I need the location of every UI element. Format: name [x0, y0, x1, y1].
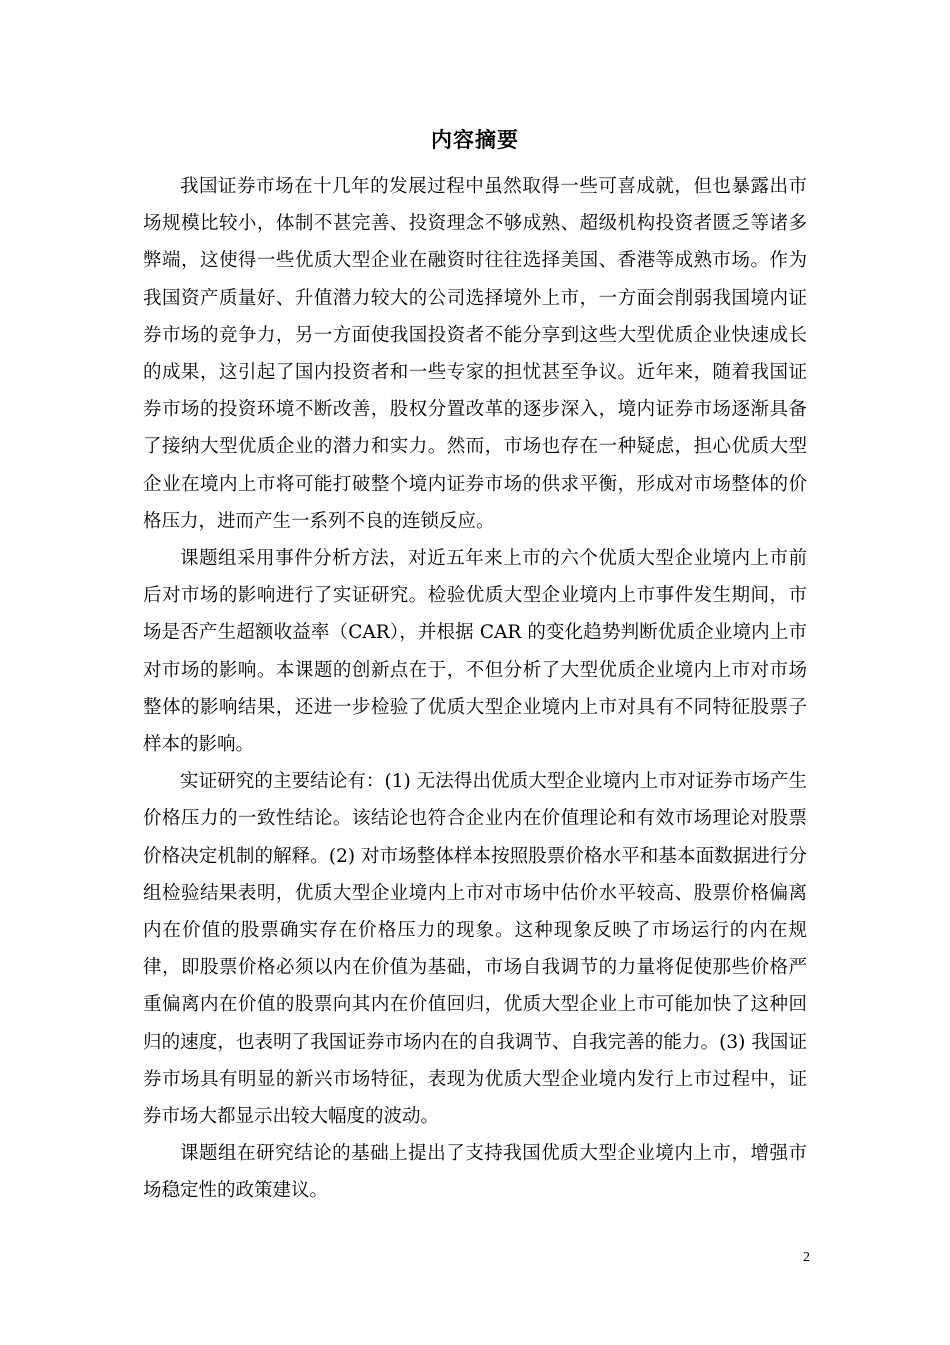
- page-title: 内容摘要: [431, 127, 519, 152]
- paragraph-method: 课题组采用事件分析方法，对近五年来上市的六个优质大型企业境内上市前后对市场的影响进行了实证研究。检验优质大型企业境内上市事件发生期间，市场是否产生超额收益率（CAR），并根据 CAR 的变化趋势判断优质企业境内上市对市场的影响。本课题的创新点在于，不但分析了大型优质企业境内上市对市场整体的影响结果，还进一步检验了优质大型企业境内上市对具有不同特征股票子样本的影响。: [143, 548, 807, 756]
- paragraph-recommendation: 课题组在研究结论的基础上提出了支持我国优质大型企业境内上市，增强市场稳定性的政策建议。: [143, 1143, 807, 1202]
- paragraph-background: 我国证券市场在十几年的发展过程中虽然取得一些可喜成就，但也暴露出市场规模比较小，体制不甚完善、投资理念不够成熟、超级机构投资者匮乏等诸多弊端，这使得一些优质大型企业在融资时往往选择美国、香港等成熟市场。作为我国资产质量好、升值潜力较大的公司选择境外上市，一方面会削弱我国境内证券市场的竞争力，另一方面使我国投资者不能分享到这些大型优质企业快速成长的成果，这引起了国内投资者和一些专家的担忧甚至争议。近年来，随着我国证券市场的投资环境不断改善，股权分置改革的逐步深入，境内证券市场逐渐具备了接纳大型优质企业的潜力和实力。然而，市场也存在一种疑虑，担心优质大型企业在境内上市将可能打破整个境内证券市场的供求平衡，形成对市场整体的价格压力，进而产生一系列不良的连锁反应。: [143, 176, 807, 532]
- abstract-body: [143, 168, 807, 1210]
- page-number: 2: [803, 1250, 810, 1265]
- paragraph-conclusions: 实证研究的主要结论有：(1) 无法得出优质大型企业境内上市对证券市场产生价格压力的一致性结论。该结论也符合企业内在价值理论和有效市场理论对股票价格决定机制的解释。(2) 对市场整体样本按照股票价格水平和基本面数据进行分组检验结果表明，优质大型企业境内上市对市场中估价水平较高、股票价格偏离内在价值的股票确实存在价格压力的现象。这种现象反映了市场运行的内在规律，即股票价格必须以内在价值为基础，市场自我调节的力量将促使那些价格严重偏离内在价值的股票向其内在价值回归，优质大型企业上市可能加快了这种回归的速度，也表明了我国证券市场内在的自我调节、自我完善的能力。(3) 我国证券市场具有明显的新兴市场特征，表现为优质大型企业境内发行上市过程中，证券市场大都显示出较大幅度的波动。: [143, 771, 807, 1128]
